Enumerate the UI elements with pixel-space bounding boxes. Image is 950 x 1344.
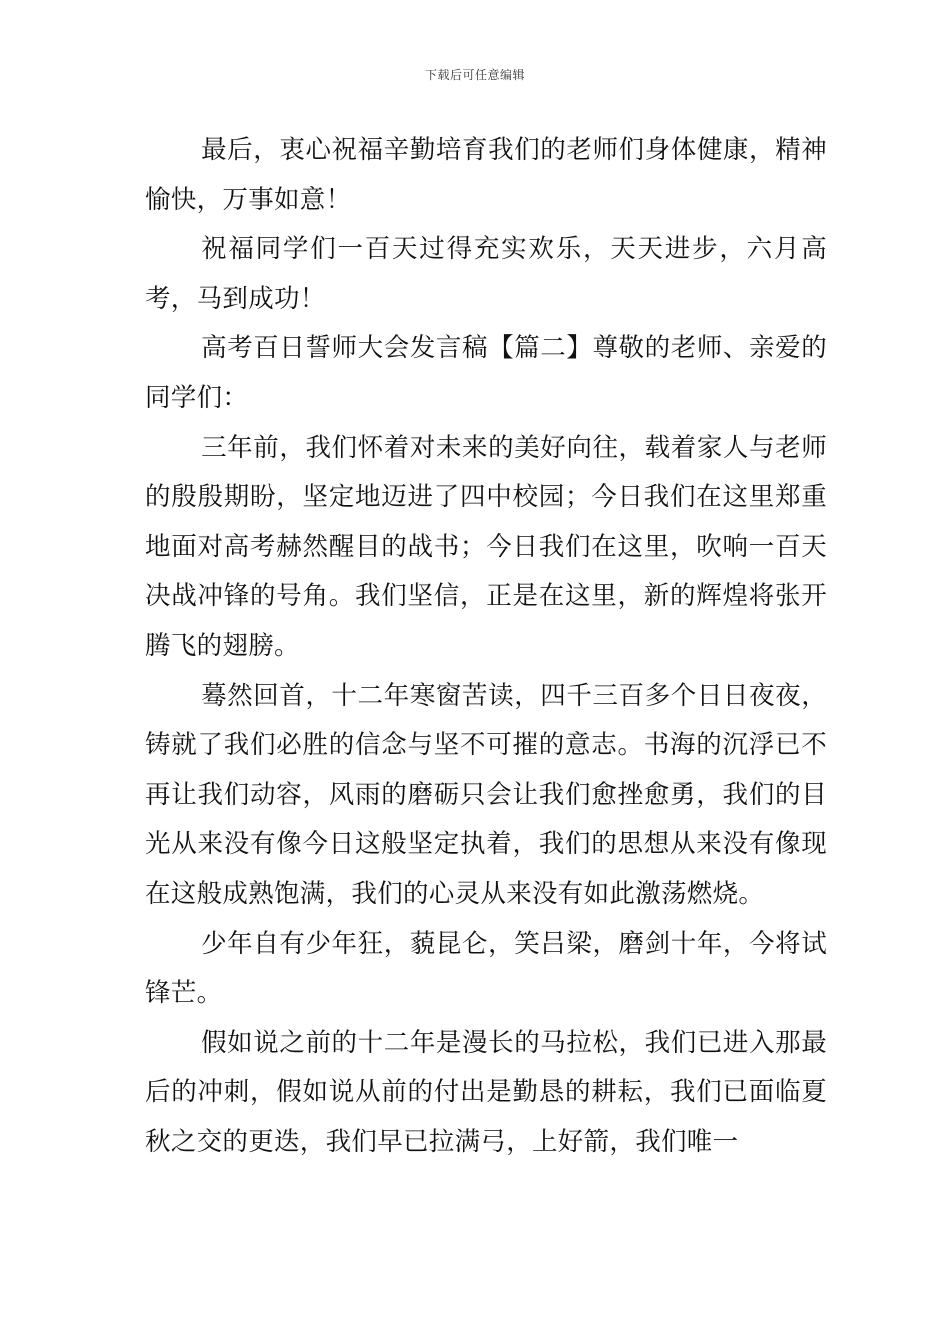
paragraph-final-sprint: 假如说之前的十二年是漫长的马拉松，我们已进入那最后的冲刺，假如说从前的付出是勤恳的耕耘，我们已面临夏秋之交的更迭，我们早已拉满弓，上好箭，我们唯一: [145, 1027, 827, 1157]
paragraph-student-wishes: 祝福同学们一百天过得充实欢乐，天天进步，六月高考，马到成功！: [145, 234, 827, 314]
paragraph-three-years-ago: 三年前，我们怀着对未来的美好向往，载着家人与老师的殷殷期盼，坚定地迈进了四中校园；今日我们在这里郑重地面对高考赫然醒目的战书；今日我们在这里，吹响一百天决战冲锋的号角。我们坚信，正是在这里，新的辉煌将张开腾飞的翅膀。: [145, 432, 827, 661]
paragraph-looking-back: 蓦然回首，十二年寒窗苦读，四千三百多个日日夜夜，铸就了我们必胜的信念与坚不可摧的意志。书海的沉浮已不再让我们动容，风雨的磨砺只会让我们愈挫愈勇，我们的目光从来没有像今日这般坚定执着，我们的思想从来没有像现在这般成熟饱满，我们的心灵从来没有如此激荡燃烧。: [145, 680, 827, 909]
page-header: 下载后可任意编辑: [424, 68, 525, 82]
document-body: [145, 126, 827, 1167]
paragraph-youth-spirit: 少年自有少年狂，藐昆仑，笑吕梁，磨剑十年，今将试锋芒。: [145, 928, 827, 1009]
paragraph-closing-wishes: 最后，衷心祝福辛勤培育我们的老师们身体健康，精神愉快，万事如意！: [145, 135, 827, 215]
paragraph-speech-title-greeting: 高考百日誓师大会发言稿【篇二】尊敬的老师、亲爱的同学们：: [145, 333, 827, 413]
